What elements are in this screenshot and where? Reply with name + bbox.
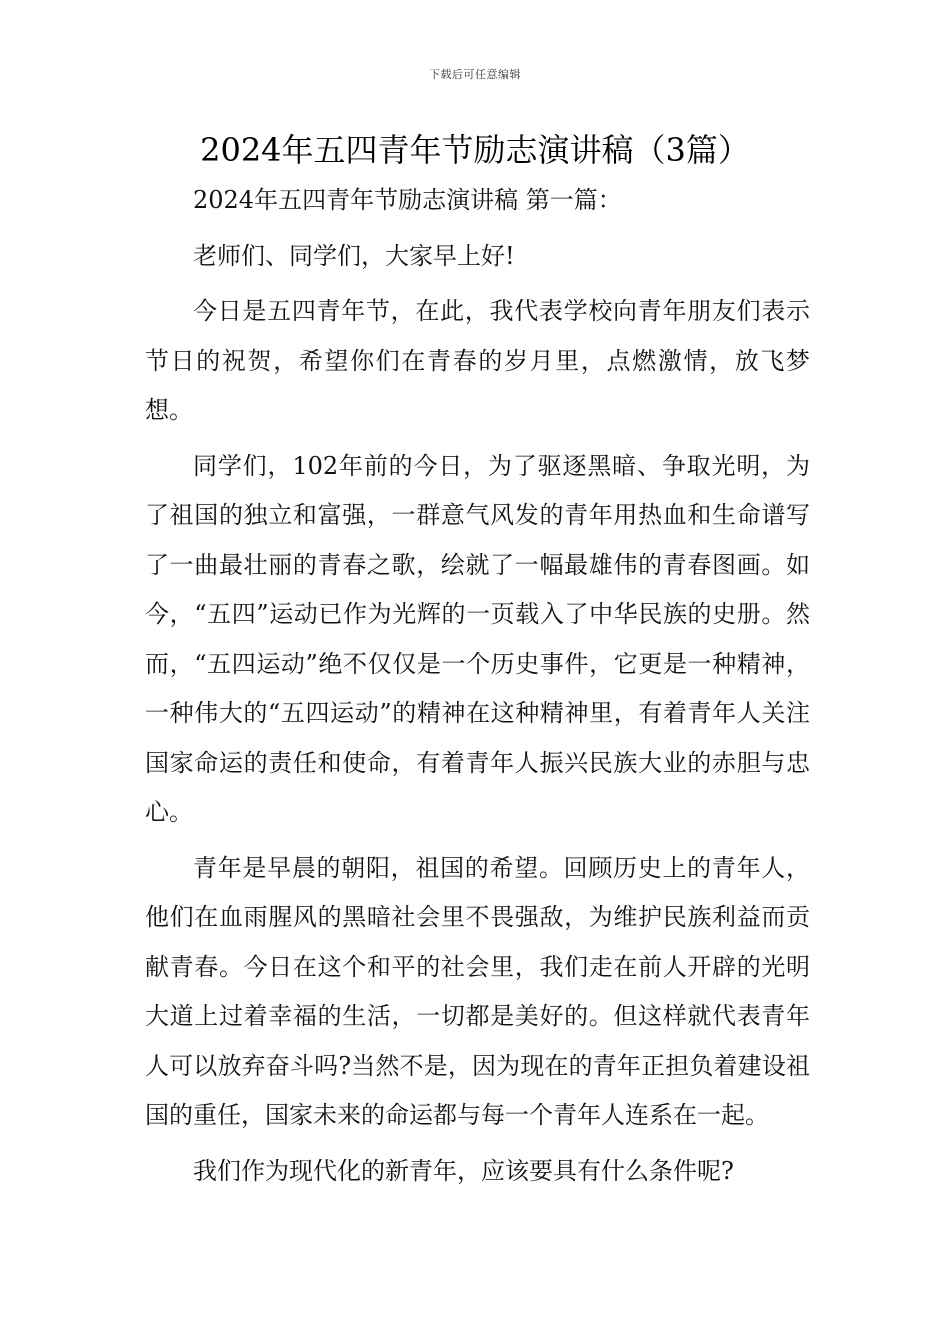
header-note: 下载后可任意编辑 [429, 68, 521, 81]
body-paragraph: 我们作为现代化的新青年，应该要具有什么条件呢? [193, 1156, 734, 1185]
greeting-paragraph: 老师们、同学们，大家早上好! [193, 241, 515, 270]
document-body [145, 176, 810, 1196]
body-paragraph: 今日是五四青年节，在此，我代表学校向青年朋友们表示节日的祝贺，希望你们在青春的岁月里，点燃激情，放飞梦想。 [145, 297, 810, 424]
document-title: 2024年五四青年节励志演讲稿（3篇） [200, 131, 750, 169]
body-paragraph: 青年是早晨的朝阳，祖国的希望。回顾历史上的青年人，他们在血雨腥风的黑暗社会里不畏强敌，为维护民族利益而贡献青春。今日在这个和平的社会里，我们走在前人开辟的光明大道上过着幸福的生活，一切都是美好的。但这样就代表青年人可以放弃奋斗吗?当然不是，因为现在的青年正担负着建设祖国的重任，国家未来的命运都与每一个青年人连系在一起。 [145, 853, 810, 1129]
subtitle-paragraph: 2024年五四青年节励志演讲稿 第一篇： [193, 186, 622, 214]
body-paragraph: 同学们，102年前的今日，为了驱逐黑暗、争取光明，为了祖国的独立和富强，一群意气风发的青年用热血和生命谱写了一曲最壮丽的青春之歌，绘就了一幅最雄伟的青春图画。如今，“五四”运动已作为光辉的一页载入了中华民族的史册。然而，“五四运动”绝不仅仅是一个历史事件，它更是一种精神，一种伟大的“五四运动”的精神在这种精神里，有着青年人关注国家命运的责任和使命，有着青年人振兴民族大业的赤胆与忠心。 [145, 451, 810, 826]
